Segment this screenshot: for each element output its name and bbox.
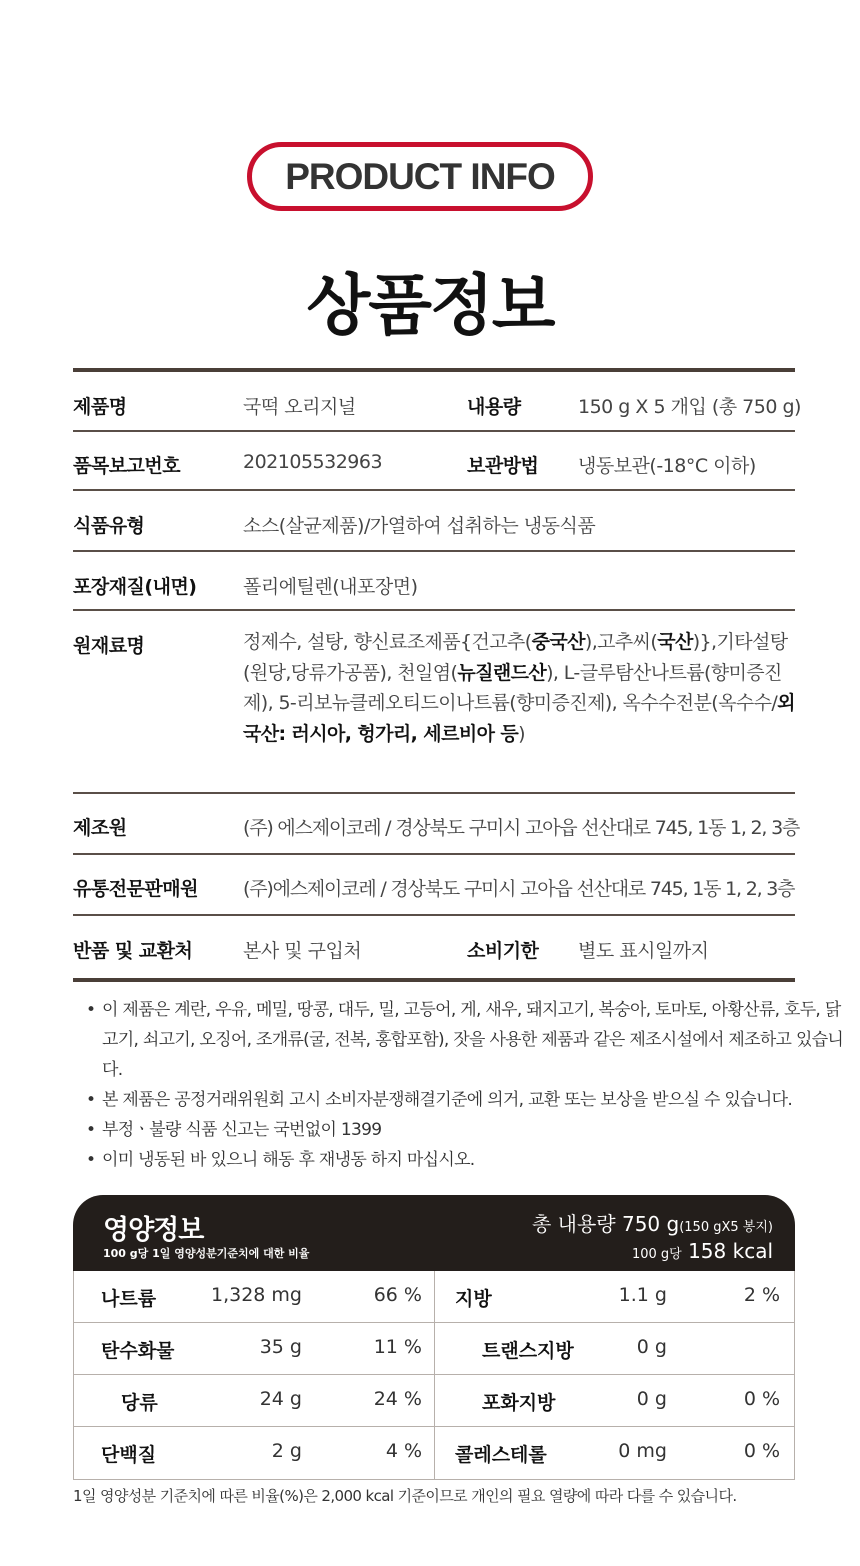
nutrient-name: 당류 bbox=[121, 1392, 158, 1414]
name-value: 국떡 오리지널 bbox=[243, 396, 356, 418]
notice-list bbox=[86, 995, 846, 1175]
distributor-value: (주)에스제이코레 / 경상북도 구미시 고아읍 선산대로 745, 1동 1, 2, 3층 bbox=[243, 878, 795, 900]
name-label: 제품명 bbox=[73, 396, 127, 418]
pack-label: 포장재질(내면) bbox=[73, 576, 197, 598]
ingredient-origin: 외국산: 러시아, 헝가리, 세르비아 등 bbox=[243, 692, 795, 745]
type-value: 소스(살균제품)/가열하여 섭취하는 냉동식품 bbox=[243, 515, 596, 537]
nutrient-amount: 0 mg bbox=[618, 1440, 667, 1462]
storage-value: 냉동보관(-18°C 이하) bbox=[578, 455, 756, 477]
nutrient-amount: 0 g bbox=[636, 1336, 667, 1358]
type-label: 식품유형 bbox=[73, 515, 145, 537]
nutrition-subtitle: 100 g당 1일 영양성분기준치에 대한 비율 bbox=[103, 1247, 310, 1260]
notice-item: • 이미 냉동된 바 있으니 해동 후 재냉동 하지 마십시오. bbox=[86, 1150, 475, 1170]
ingredient-text: ),고추씨( bbox=[584, 631, 658, 653]
nutrient-name: 콜레스테롤 bbox=[455, 1444, 547, 1466]
ingredients-label: 원재료명 bbox=[73, 635, 145, 657]
nutrition-footnote: 1일 영양성분 기준치에 따른 비율(%)은 2,000 kcal 기준이므로 개인의 필요 열량에 따라 다를 수 있습니다. bbox=[73, 1487, 737, 1505]
nutrient-cell bbox=[74, 1271, 435, 1323]
nutrient-cell bbox=[435, 1271, 795, 1323]
return-label: 반품 및 교환처 bbox=[73, 940, 193, 962]
nutrient-amount: 35 g bbox=[259, 1336, 302, 1358]
info-row-maker bbox=[73, 794, 800, 855]
nutrient-amount: 1.1 g bbox=[618, 1284, 667, 1306]
nutrient-amount: 0 g bbox=[636, 1388, 667, 1410]
distributor-label: 유통전문판매원 bbox=[73, 878, 198, 900]
ingredient-origin: 뉴질랜드산 bbox=[457, 661, 547, 684]
product-info-badge: PRODUCT INFO bbox=[247, 142, 593, 211]
nutrition-kcal: 100 g당 158 kcal bbox=[631, 1239, 773, 1263]
nutrient-name: 트랜스지방 bbox=[482, 1340, 574, 1362]
nutrient-name: 단백질 bbox=[101, 1444, 157, 1466]
nutrient-percent: 66 % bbox=[373, 1284, 422, 1306]
ingredient-text: )},기타설탕(원당,당류가공품), 천일염( bbox=[243, 631, 788, 684]
nutrient-name: 지방 bbox=[455, 1288, 492, 1310]
volume-value: 150 g X 5 개입 (총 750 g) bbox=[578, 396, 801, 418]
nutrient-name: 포화지방 bbox=[482, 1392, 556, 1414]
product-info-table bbox=[73, 368, 801, 982]
nutrient-cell bbox=[435, 1323, 795, 1375]
nutrition-panel bbox=[73, 1195, 795, 1480]
ingredient-text: 정제수, 설탕, 향신료조제품{건고추( bbox=[243, 631, 532, 653]
notice-item: • 부정ㆍ불량 식품 신고는 국번없이 1399 bbox=[86, 1120, 382, 1140]
page-title: 상품정보 bbox=[306, 267, 554, 344]
nutrient-name: 나트륨 bbox=[101, 1288, 157, 1310]
info-row-type bbox=[73, 491, 795, 552]
nutrient-amount: 1,328 mg bbox=[210, 1284, 302, 1306]
info-row-pack bbox=[73, 552, 795, 611]
info-row-ingredients bbox=[73, 611, 795, 794]
nutrient-cell bbox=[74, 1323, 435, 1375]
storage-label: 보관방법 bbox=[467, 455, 539, 477]
ingredients-value bbox=[243, 627, 803, 749]
nutrient-cell bbox=[435, 1375, 795, 1427]
nutrition-total: 총 내용량 750 g(150 gX5 봉지) bbox=[531, 1212, 773, 1236]
nutrient-amount: 2 g bbox=[271, 1440, 302, 1462]
report-label: 품목보고번호 bbox=[73, 455, 181, 477]
return-value: 본사 및 구입처 bbox=[243, 940, 362, 962]
nutrition-header bbox=[73, 1195, 795, 1271]
expiry-label: 소비기한 bbox=[467, 940, 539, 962]
nutrient-cell bbox=[435, 1427, 795, 1479]
ingredient-origin: 국산 bbox=[657, 631, 693, 653]
info-row-name bbox=[73, 372, 801, 432]
nutrient-percent: 4 % bbox=[385, 1440, 422, 1462]
info-row-return bbox=[73, 916, 795, 978]
report-value: 202105532963 bbox=[243, 451, 383, 473]
nutrient-percent: 2 % bbox=[743, 1284, 780, 1306]
ingredient-text: ), L-글루탐산나트륨(향미증진제), 5-리보뉴클레오티드이나트륨(향미증진제), 옥수수전분(옥수수/ bbox=[243, 661, 782, 714]
info-row-report bbox=[73, 432, 795, 491]
nutrition-title: 영양정보 bbox=[103, 1215, 204, 1246]
maker-label: 제조원 bbox=[73, 817, 127, 839]
nutrition-grid bbox=[73, 1271, 795, 1480]
info-row-distributor bbox=[73, 855, 795, 916]
nutrient-name: 탄수화물 bbox=[101, 1340, 175, 1362]
nutrient-percent: 0 % bbox=[743, 1440, 780, 1462]
notice-item: • 이 제품은 계란, 우유, 메밀, 땅콩, 대두, 밀, 고등어, 게, 새우, 돼지고기, 복숭아, 토마토, 아황산류, 호두, 닭고기, 쇠고기, 오징어, 조개류(굴, 전복, 홍합포함), 잣을 사용한 제품과 같은 제조시설에서 제조하고 있습니다. bbox=[86, 1000, 844, 1080]
nutrient-cell bbox=[74, 1375, 435, 1427]
nutrient-percent: 0 % bbox=[743, 1388, 780, 1410]
nutrient-percent: 24 % bbox=[373, 1388, 422, 1410]
notice-item: • 본 제품은 공정거래위원회 고시 소비자분쟁해결기준에 의거, 교환 또는 보상을 받으실 수 있습니다. bbox=[86, 1090, 793, 1110]
nutrient-percent: 11 % bbox=[373, 1336, 422, 1358]
expiry-value: 별도 표시일까지 bbox=[578, 940, 709, 962]
pack-value: 폴리에틸렌(내포장면) bbox=[243, 576, 418, 598]
nutrient-amount: 24 g bbox=[259, 1388, 302, 1410]
ingredient-text: ) bbox=[518, 722, 525, 745]
ingredient-origin: 중국산 bbox=[531, 631, 585, 653]
nutrient-cell bbox=[74, 1427, 435, 1479]
maker-value: (주) 에스제이코레 / 경상북도 구미시 고아읍 선산대로 745, 1동 1, 2, 3층 bbox=[243, 817, 800, 839]
volume-label: 내용량 bbox=[467, 396, 521, 418]
